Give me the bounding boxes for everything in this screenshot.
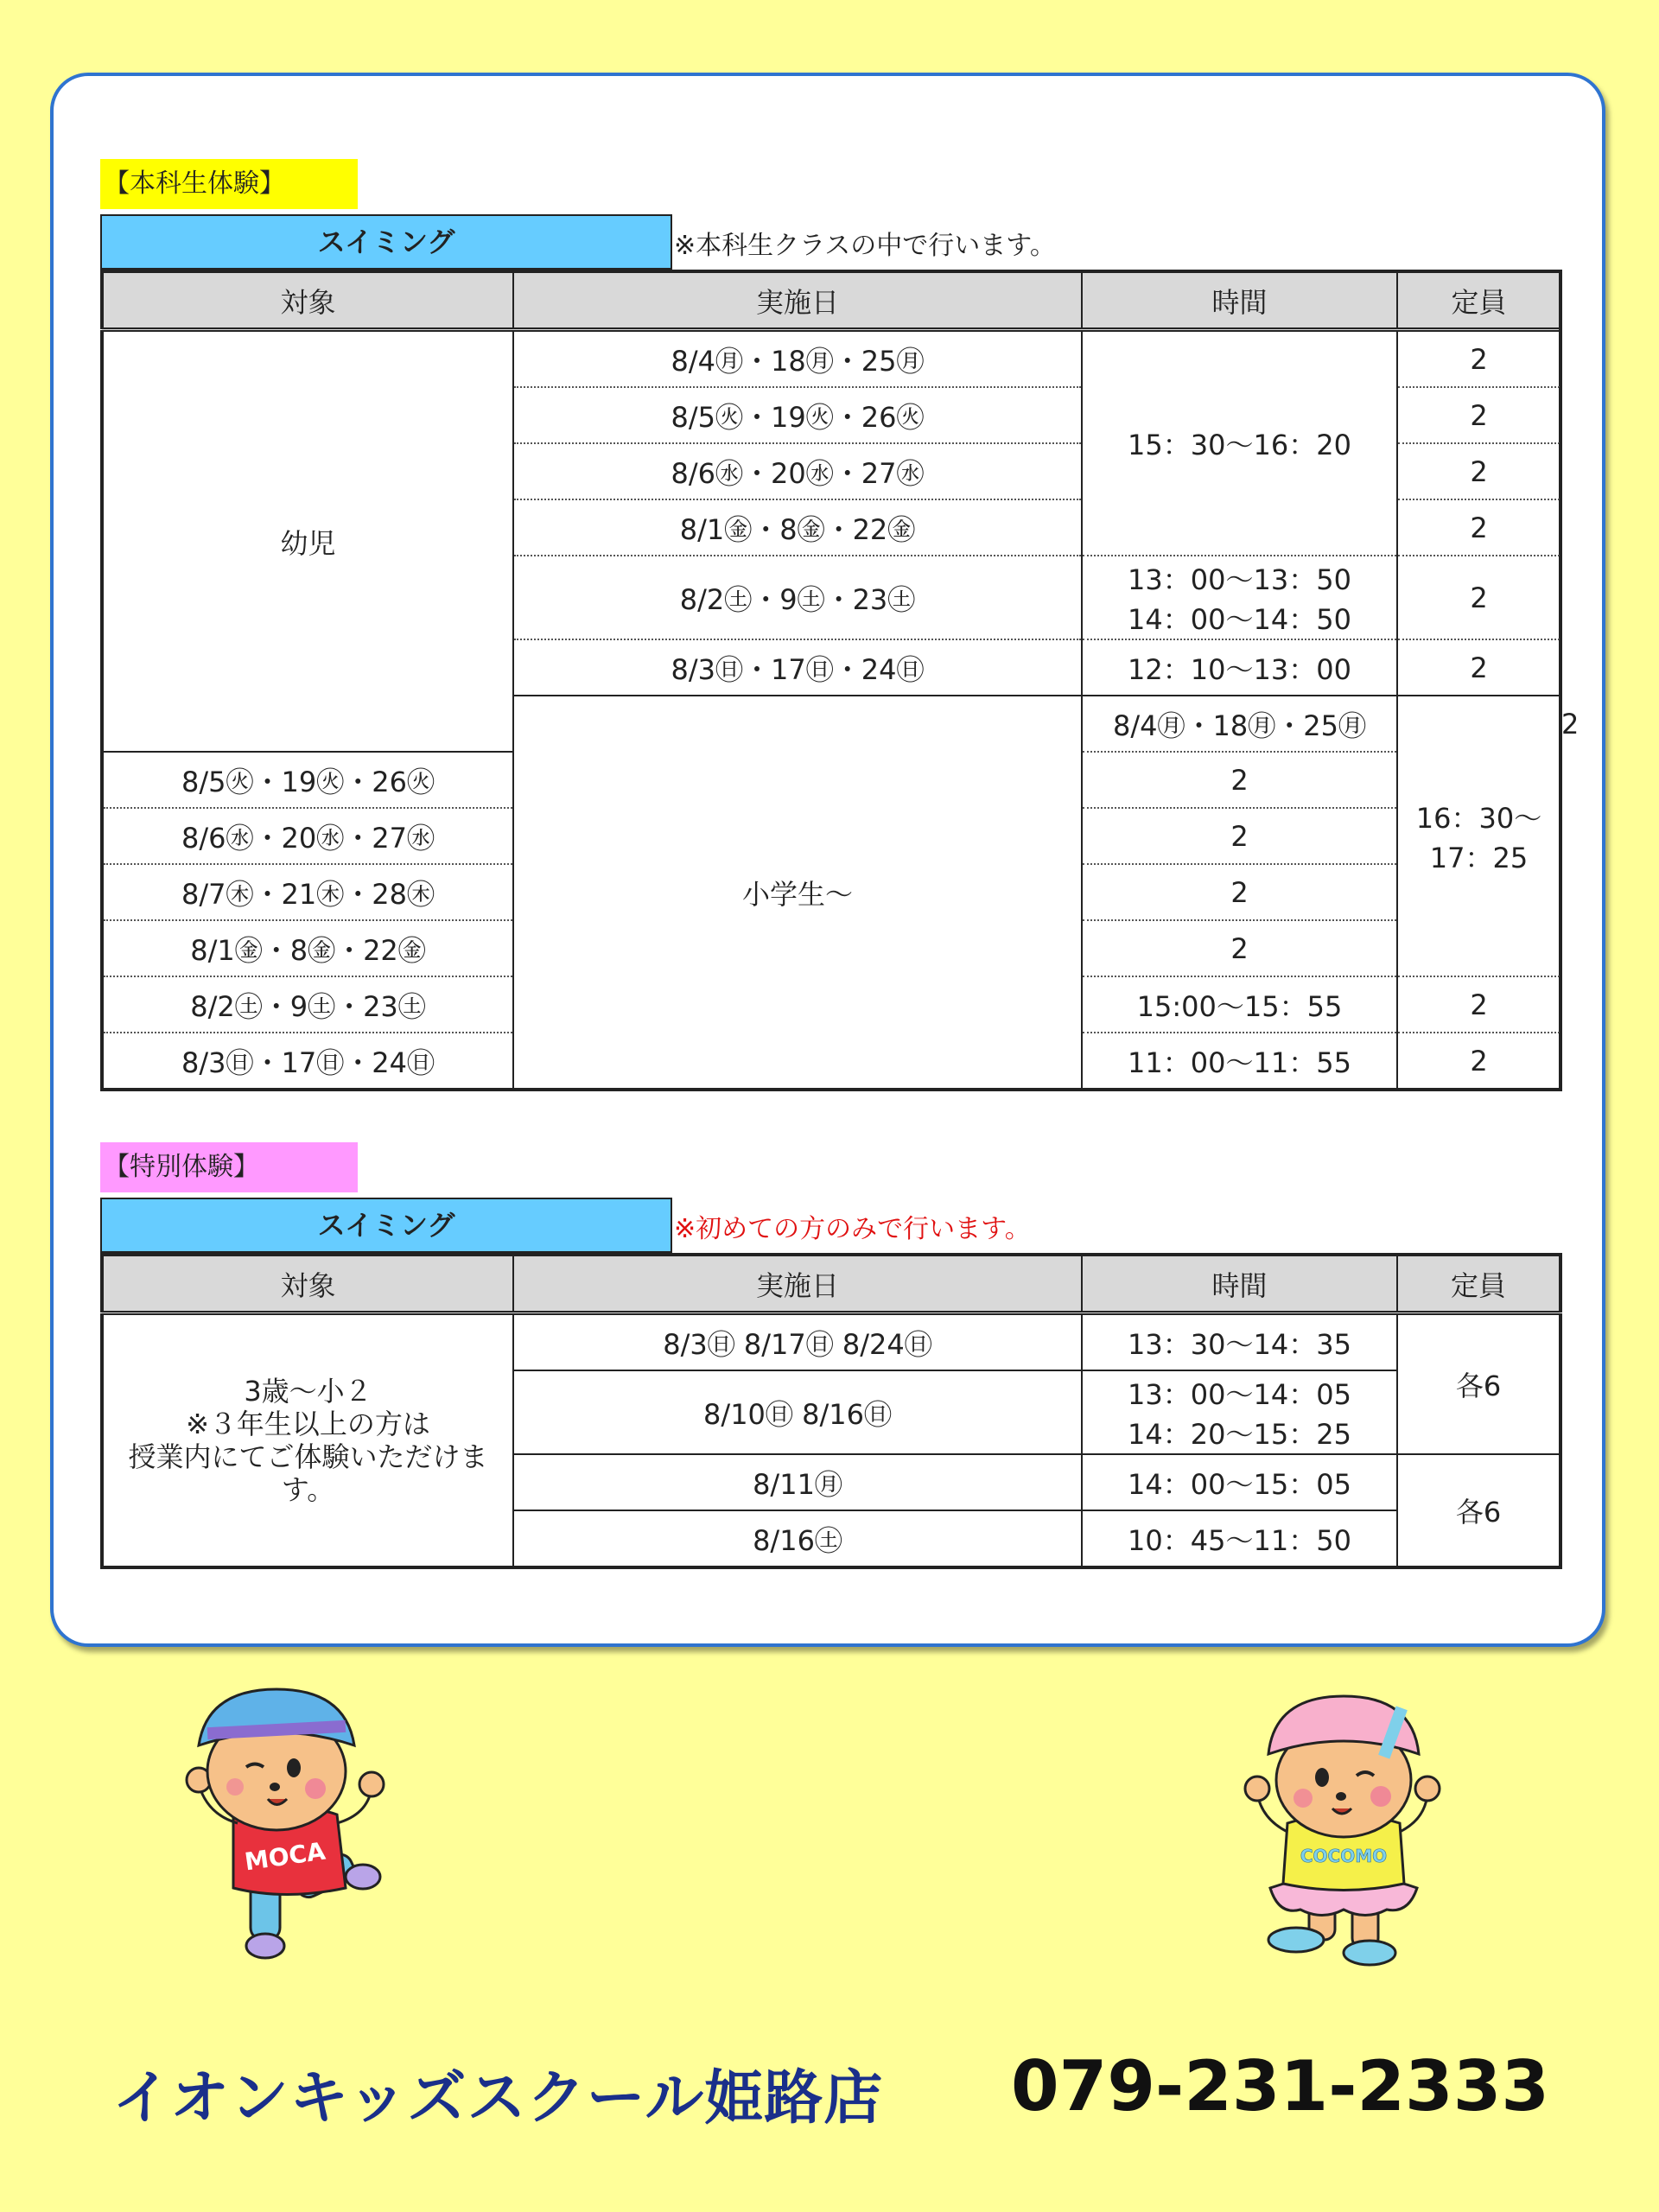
capacity-cell: 2 (1397, 387, 1560, 443)
time-cell: 12：10～13：00 (1082, 639, 1397, 696)
moca-mascot-illustration (173, 1685, 397, 1970)
capacity-cell: 2 (1082, 752, 1397, 808)
date-cell: 8/11㊊ (513, 1454, 1082, 1510)
target-cell-elementary: 小学生～ (513, 696, 1082, 1090)
table-header-row (102, 271, 1560, 330)
header-capacity: 定員 (1397, 271, 1560, 330)
header-time: 時間 (1082, 271, 1397, 330)
date-cell: 8/2㊏・9㊏・23㊏ (513, 556, 1082, 639)
capacity-cell: 2 (1397, 443, 1560, 499)
header-target: 対象 (102, 1255, 513, 1313)
cocomo-mascot-illustration (1236, 1689, 1452, 1974)
capacity-cell: 2 (1082, 920, 1397, 976)
time-line: 14：20～15：25 (1128, 1417, 1351, 1451)
target-cell-infant: 幼児 (102, 330, 513, 753)
date-cell: 8/4㊊・18㊊・25㊊ (513, 330, 1082, 388)
date-cell: 8/3㊐ 8/17㊐ 8/24㊐ (513, 1313, 1082, 1371)
capacity-cell: 2 (1082, 808, 1397, 864)
date-cell: 8/3㊐・17㊐・24㊐ (513, 639, 1082, 696)
date-cell: 8/16㊏ (513, 1510, 1082, 1567)
capacity-cell: 2 (1082, 864, 1397, 920)
date-cell: 8/3㊐・17㊐・24㊐ (102, 1033, 513, 1090)
time-cell: 11：00～11：55 (1082, 1033, 1397, 1090)
time-cell (1082, 556, 1397, 639)
special-note: ※初めての方のみで行います。 (674, 1214, 1031, 1244)
capacity-cell: 2 (1397, 499, 1560, 556)
time-cell: 10：45～11：50 (1082, 1510, 1397, 1567)
time-cell: 15:00～15：55 (1082, 976, 1397, 1033)
header-date: 実施日 (513, 1255, 1082, 1313)
date-cell: 8/10㊐ 8/16㊐ (513, 1370, 1082, 1454)
date-cell: 8/1㊎・8㊎・22㊎ (102, 920, 513, 976)
header-time: 時間 (1082, 1255, 1397, 1313)
capacity-cell: 2 (1397, 976, 1560, 1033)
header-target: 対象 (102, 271, 513, 330)
capacity-cell: 各6 (1397, 1313, 1560, 1455)
time-cell: 16：30～17：25 (1397, 696, 1560, 976)
time-cell: 15：30～16：20 (1082, 330, 1397, 556)
store-name: イオンキッズスクール姫路店 (112, 2064, 884, 2133)
date-cell: 8/6㊌・20㊌・27㊌ (513, 443, 1082, 499)
phone-number[interactable]: 079-231-2333 (1011, 2046, 1550, 2126)
table-row (102, 1313, 1560, 1371)
capacity-cell: 各6 (1397, 1454, 1560, 1567)
date-cell: 8/6㊌・20㊌・27㊌ (102, 808, 513, 864)
target-cell-special (102, 1313, 513, 1568)
capacity-cell: 2 (1397, 330, 1560, 388)
time-line: 14：00～14：50 (1128, 602, 1351, 636)
table-header-row (102, 1255, 1560, 1313)
date-cell: 8/7㊍・21㊍・28㊍ (102, 864, 513, 920)
date-cell: 8/4㊊・18㊊・25㊊ (1082, 696, 1397, 752)
target-line: 授業内にてご体験いただけます。 (128, 1440, 488, 1506)
special-subject-label: スイミング (100, 1198, 672, 1253)
target-line: ※３年生以上の方は (186, 1408, 430, 1440)
cocomo-shirt-text: COCOMO (1300, 1846, 1388, 1866)
date-cell: 8/2㊏・9㊏・23㊏ (102, 976, 513, 1033)
regular-schedule-table (100, 270, 1562, 1091)
header-capacity: 定員 (1397, 1255, 1560, 1313)
capacity-cell: 2 (1397, 556, 1560, 639)
time-line: 13：00～13：50 (1128, 563, 1351, 596)
table-row (102, 330, 1560, 388)
regular-subject-label: スイミング (100, 214, 672, 270)
time-cell (1082, 1370, 1397, 1454)
target-line: 3歳～小２ (244, 1375, 372, 1408)
date-cell: 8/1㊎・8㊎・22㊎ (513, 499, 1082, 556)
time-line: 13：00～14：05 (1128, 1377, 1351, 1411)
time-cell: 13：30～14：35 (1082, 1313, 1397, 1371)
special-section-tag: 【特別体験】 (100, 1142, 358, 1192)
capacity-cell: 2 (1397, 639, 1560, 696)
moca-shirt-text: MOCA (243, 1836, 327, 1877)
capacity-cell: 2 (1397, 1033, 1560, 1090)
date-cell: 8/5㊋・19㊋・26㊋ (102, 752, 513, 808)
time-cell: 14：00～15：05 (1082, 1454, 1397, 1510)
header-date: 実施日 (513, 271, 1082, 330)
regular-note: ※本科生クラスの中で行います。 (674, 231, 1056, 261)
special-schedule-table (100, 1253, 1562, 1569)
regular-section-tag: 【本科生体験】 (100, 159, 358, 209)
date-cell: 8/5㊋・19㊋・26㊋ (513, 387, 1082, 443)
